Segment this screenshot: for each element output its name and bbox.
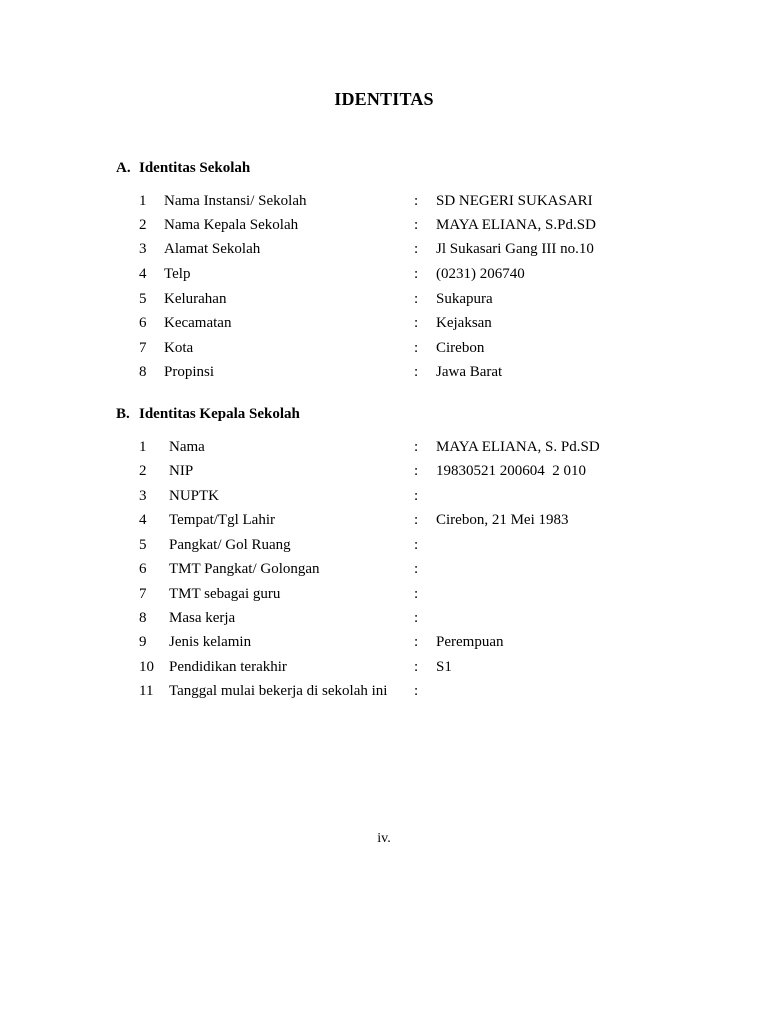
row-label: Kelurahan bbox=[164, 291, 227, 307]
row-number: 7 bbox=[139, 340, 147, 356]
table-row bbox=[0, 559, 768, 583]
row-separator: : bbox=[414, 241, 419, 257]
row-label: Telp bbox=[164, 266, 191, 282]
row-value: Sukapura bbox=[436, 291, 493, 307]
table-row bbox=[0, 338, 768, 362]
row-value: SD NEGERI SUKASARI bbox=[436, 193, 593, 209]
row-label: Nama Kepala Sekolah bbox=[164, 217, 299, 233]
table-row bbox=[0, 313, 768, 337]
row-separator: : bbox=[414, 634, 419, 650]
row-label: TMT sebagai guru bbox=[169, 586, 281, 602]
row-value: Cirebon, 21 Mei 1983 bbox=[436, 512, 569, 528]
row-value: (0231) 206740 bbox=[436, 266, 525, 282]
section-b-letter: B. bbox=[116, 406, 130, 422]
table-row bbox=[0, 535, 768, 559]
row-label: Jenis kelamin bbox=[169, 634, 252, 650]
row-value: S1 bbox=[436, 659, 452, 675]
row-separator: : bbox=[414, 439, 419, 455]
table-row bbox=[0, 632, 768, 656]
row-number: 1 bbox=[139, 193, 147, 209]
row-separator: : bbox=[414, 217, 419, 233]
row-number: 2 bbox=[139, 463, 147, 479]
row-separator: : bbox=[414, 364, 419, 380]
row-value: 19830521 200604 2 010 bbox=[436, 463, 586, 479]
row-value: Kejaksan bbox=[436, 315, 492, 331]
row-number: 5 bbox=[139, 537, 147, 553]
row-number: 6 bbox=[139, 315, 147, 331]
row-separator: : bbox=[414, 488, 419, 504]
row-separator: : bbox=[414, 683, 419, 699]
row-separator: : bbox=[414, 586, 419, 602]
row-separator: : bbox=[414, 315, 419, 331]
row-separator: : bbox=[414, 561, 419, 577]
table-row bbox=[0, 657, 768, 681]
table-row bbox=[0, 289, 768, 313]
row-label: Nama bbox=[169, 439, 205, 455]
table-row bbox=[0, 437, 768, 461]
row-label: Masa kerja bbox=[169, 610, 236, 626]
section-a-heading bbox=[116, 160, 250, 177]
row-label: TMT Pangkat/ Golongan bbox=[169, 561, 320, 577]
row-separator: : bbox=[414, 537, 419, 553]
row-separator: : bbox=[414, 610, 419, 626]
row-value: Perempuan bbox=[436, 634, 504, 650]
row-separator: : bbox=[414, 193, 419, 209]
row-number: 8 bbox=[139, 364, 147, 380]
row-separator: : bbox=[414, 291, 419, 307]
row-label: NIP bbox=[169, 463, 194, 479]
row-label: NUPTK bbox=[169, 488, 220, 504]
table-row bbox=[0, 608, 768, 632]
section-b-heading bbox=[116, 406, 300, 423]
row-value: MAYA ELIANA, S.Pd.SD bbox=[436, 217, 596, 233]
row-number: 6 bbox=[139, 561, 147, 577]
table-row bbox=[0, 461, 768, 485]
table-row bbox=[0, 191, 768, 215]
row-separator: : bbox=[414, 512, 419, 528]
row-separator: : bbox=[414, 266, 419, 282]
row-number: 4 bbox=[139, 266, 147, 282]
table-row bbox=[0, 362, 768, 386]
row-value: MAYA ELIANA, S. Pd.SD bbox=[436, 439, 600, 455]
row-label: Tempat/Tgl Lahir bbox=[169, 512, 275, 528]
table-row bbox=[0, 681, 768, 705]
row-separator: : bbox=[414, 463, 419, 479]
row-number: 9 bbox=[139, 634, 147, 650]
row-label: Nama Instansi/ Sekolah bbox=[164, 193, 307, 209]
row-number: 10 bbox=[139, 659, 154, 675]
row-label: Pangkat/ Gol Ruang bbox=[169, 537, 291, 553]
table-row bbox=[0, 215, 768, 239]
row-number: 4 bbox=[139, 512, 147, 528]
row-number: 7 bbox=[139, 586, 147, 602]
row-number: 5 bbox=[139, 291, 147, 307]
row-label: Tanggal mulai bekerja di sekolah ini bbox=[169, 683, 388, 699]
row-separator: : bbox=[414, 659, 419, 675]
page-title: IDENTITAS bbox=[334, 89, 434, 109]
row-number: 1 bbox=[139, 439, 147, 455]
table-row bbox=[0, 510, 768, 534]
row-number: 11 bbox=[139, 683, 154, 699]
row-number: 2 bbox=[139, 217, 147, 233]
row-label: Propinsi bbox=[164, 364, 215, 380]
table-row bbox=[0, 486, 768, 510]
section-a-letter: A. bbox=[116, 160, 131, 176]
row-value: Jawa Barat bbox=[436, 364, 503, 380]
page-number: iv. bbox=[377, 831, 391, 846]
row-label: Alamat Sekolah bbox=[164, 241, 261, 257]
row-label: Kecamatan bbox=[164, 315, 232, 331]
section-b-title: Identitas Kepala Sekolah bbox=[139, 406, 300, 422]
row-number: 8 bbox=[139, 610, 147, 626]
table-row bbox=[0, 584, 768, 608]
row-number: 3 bbox=[139, 241, 147, 257]
row-label: Kota bbox=[164, 340, 194, 356]
table-row bbox=[0, 264, 768, 288]
row-value: Cirebon bbox=[436, 340, 485, 356]
row-number: 3 bbox=[139, 488, 147, 504]
row-label: Pendidikan terakhir bbox=[169, 659, 287, 675]
table-row bbox=[0, 239, 768, 263]
section-a-title: Identitas Sekolah bbox=[139, 160, 251, 176]
row-value: Jl Sukasari Gang III no.10 bbox=[436, 241, 594, 257]
row-separator: : bbox=[414, 340, 419, 356]
